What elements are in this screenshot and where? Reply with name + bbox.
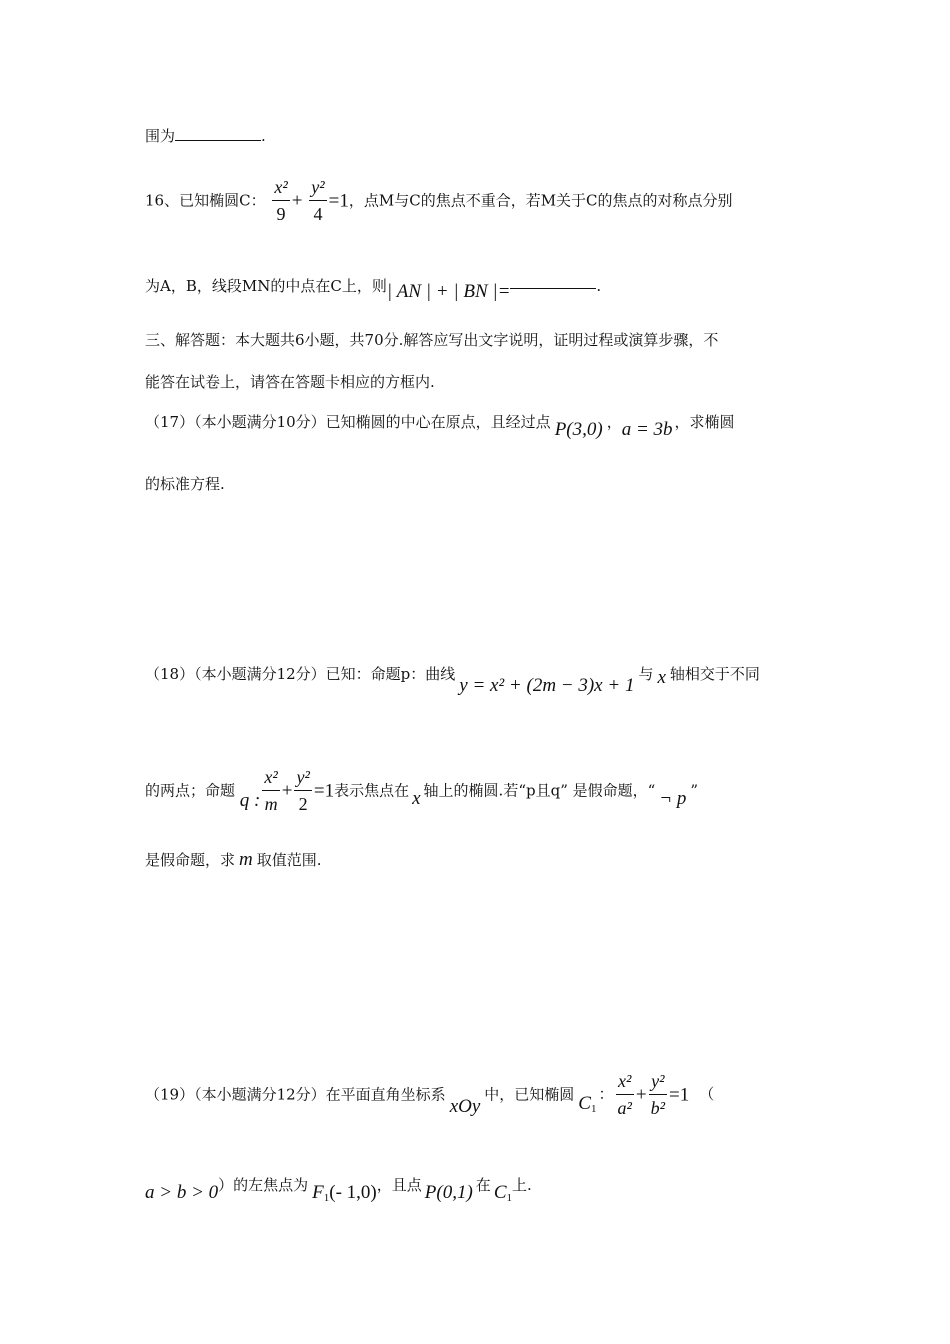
q19-curve-letter: C [578, 1093, 591, 1115]
q16-after-eq: ，点M与C的焦点不重合，若M关于C的焦点的对称点分别 [348, 191, 733, 210]
q16-frac1-num: x² [272, 178, 289, 201]
answer-blank [510, 288, 596, 289]
q19-eq-one: =1 [669, 1084, 690, 1106]
q18-line2-mid2: 轴上的椭圆.若“p且q” 是假命题，“ [423, 781, 656, 800]
q15-tail-end: . [261, 127, 266, 145]
q18-line2-lead: 的两点；命题 [145, 781, 236, 800]
q19-lead: （19）（本小题满分12分）在平面直角坐标系 [145, 1085, 446, 1104]
q16-line2-lead: 为A，B，线段MN的中点在C上，则 [145, 277, 387, 295]
q19-system: xOy [449, 1096, 481, 1118]
q19-frac1-den: a² [617, 1097, 632, 1118]
q18-line2 [145, 768, 698, 814]
q19-colon: ： [598, 1085, 614, 1104]
section3-line2 [145, 375, 435, 390]
q19-cond: a > b > 0 [145, 1182, 219, 1203]
section3-text1: 三、解答题：本大题共6小题，共70分.解答应写出文字说明，证明过程或演算步骤，不 [145, 331, 719, 349]
q18-fraction-x [262, 768, 279, 814]
q18-eq-one: =1 [313, 780, 335, 802]
q18-frac2-num: y² [294, 768, 311, 791]
q19-curve-ref-sub: 1 [506, 1192, 512, 1204]
q19-end: 上. [512, 1176, 532, 1194]
q17-line1 [145, 412, 735, 440]
q19-line2 [145, 1175, 532, 1204]
q18-mid: 与 [638, 665, 654, 683]
q16-expr: | AN | + | BN |= [386, 281, 511, 302]
q18-line3 [145, 850, 322, 869]
q17-cond: a = 3b [621, 419, 673, 440]
q15-tail-text: 围为 [145, 127, 176, 145]
q18-line3-lead: 是假命题，求 [145, 851, 236, 869]
q19-fraction-y [649, 1072, 667, 1118]
q18-frac1-den: m [264, 793, 278, 814]
q18-line2-end: ” [690, 781, 699, 800]
q17-point: P(3,0) [554, 419, 603, 440]
q16-fraction-y [309, 178, 326, 224]
q16-line1 [145, 178, 733, 224]
q16-eq-one: =1 [328, 190, 349, 212]
q19-focus-coords: (- 1,0) [329, 1182, 377, 1203]
q19-line2-mid: ）的左焦点为 [218, 1176, 309, 1194]
section3-text2: 能答在试卷上，请答在答题卡相应的方框内. [145, 373, 435, 391]
q17-line2 [145, 477, 225, 492]
q18-m-var: m [239, 849, 253, 870]
q15-tail-line [145, 129, 266, 144]
q18-tail: 轴相交于不同 [669, 665, 760, 683]
q18-lead: （18）（本小题满分12分）已知：命题p：曲线 [145, 665, 456, 683]
plus-sign: + [635, 1084, 647, 1106]
q19-curve-ref [494, 1182, 512, 1203]
q16-end: . [596, 277, 602, 295]
q18-fraction-y [294, 768, 311, 814]
q18-x-var2: x [412, 788, 421, 810]
q19-mid: 中，已知椭圆 [484, 1085, 575, 1104]
q17-lead: （17）（本小题满分10分）已知椭圆的中心在原点，且经过点 [145, 413, 551, 431]
q18-line3-end: 取值范围. [256, 851, 322, 869]
q18-curve: y = x² + (2m − 3)x + 1 [459, 675, 635, 696]
q16-frac2-den: 4 [313, 203, 323, 224]
q18-x-var: x [657, 667, 666, 688]
comma: ， [606, 413, 622, 431]
q19-focus-letter: F [312, 1182, 324, 1203]
q16-line2 [145, 276, 602, 302]
q16-frac2-num: y² [309, 178, 326, 201]
q16-fraction-x [272, 178, 289, 224]
q19-frac1-num: x² [616, 1072, 634, 1095]
q19-point: P(0,1) [424, 1182, 473, 1203]
q19-line2-mid3: 在 [475, 1176, 491, 1194]
section3-line1 [145, 333, 718, 348]
q19-fraction-x [616, 1072, 634, 1118]
q19-open-paren: （ [699, 1085, 715, 1104]
q19-curve-sub: 1 [590, 1103, 597, 1116]
q18-not-p: ¬ p [659, 788, 687, 810]
q19-frac2-num: y² [649, 1072, 667, 1095]
q18-line1 [145, 664, 760, 696]
q19-focus [312, 1182, 377, 1203]
q18-q-label: q : [239, 790, 261, 812]
q18-frac2-den: 2 [298, 793, 308, 814]
q19-frac2-den: b² [650, 1097, 666, 1118]
q16-lead: 16、已知椭圆C： [145, 191, 266, 210]
q19-focus-sub: 1 [323, 1192, 330, 1204]
plus-sign: + [291, 190, 303, 212]
q19-curve-name [578, 1093, 596, 1114]
q17-line2-text: 的标准方程. [145, 475, 225, 493]
q19-line2-mid2: ，且点 [376, 1176, 422, 1194]
q19-line1 [145, 1072, 714, 1118]
q17-tail: ，求椭圆 [674, 413, 735, 431]
plus-sign: + [281, 780, 293, 802]
q16-frac1-den: 9 [276, 203, 286, 224]
q19-curve-ref-letter: C [493, 1182, 507, 1203]
q18-frac1-num: x² [262, 768, 279, 791]
answer-blank [175, 140, 261, 141]
q18-line2-mid: 表示焦点在 [334, 781, 410, 800]
